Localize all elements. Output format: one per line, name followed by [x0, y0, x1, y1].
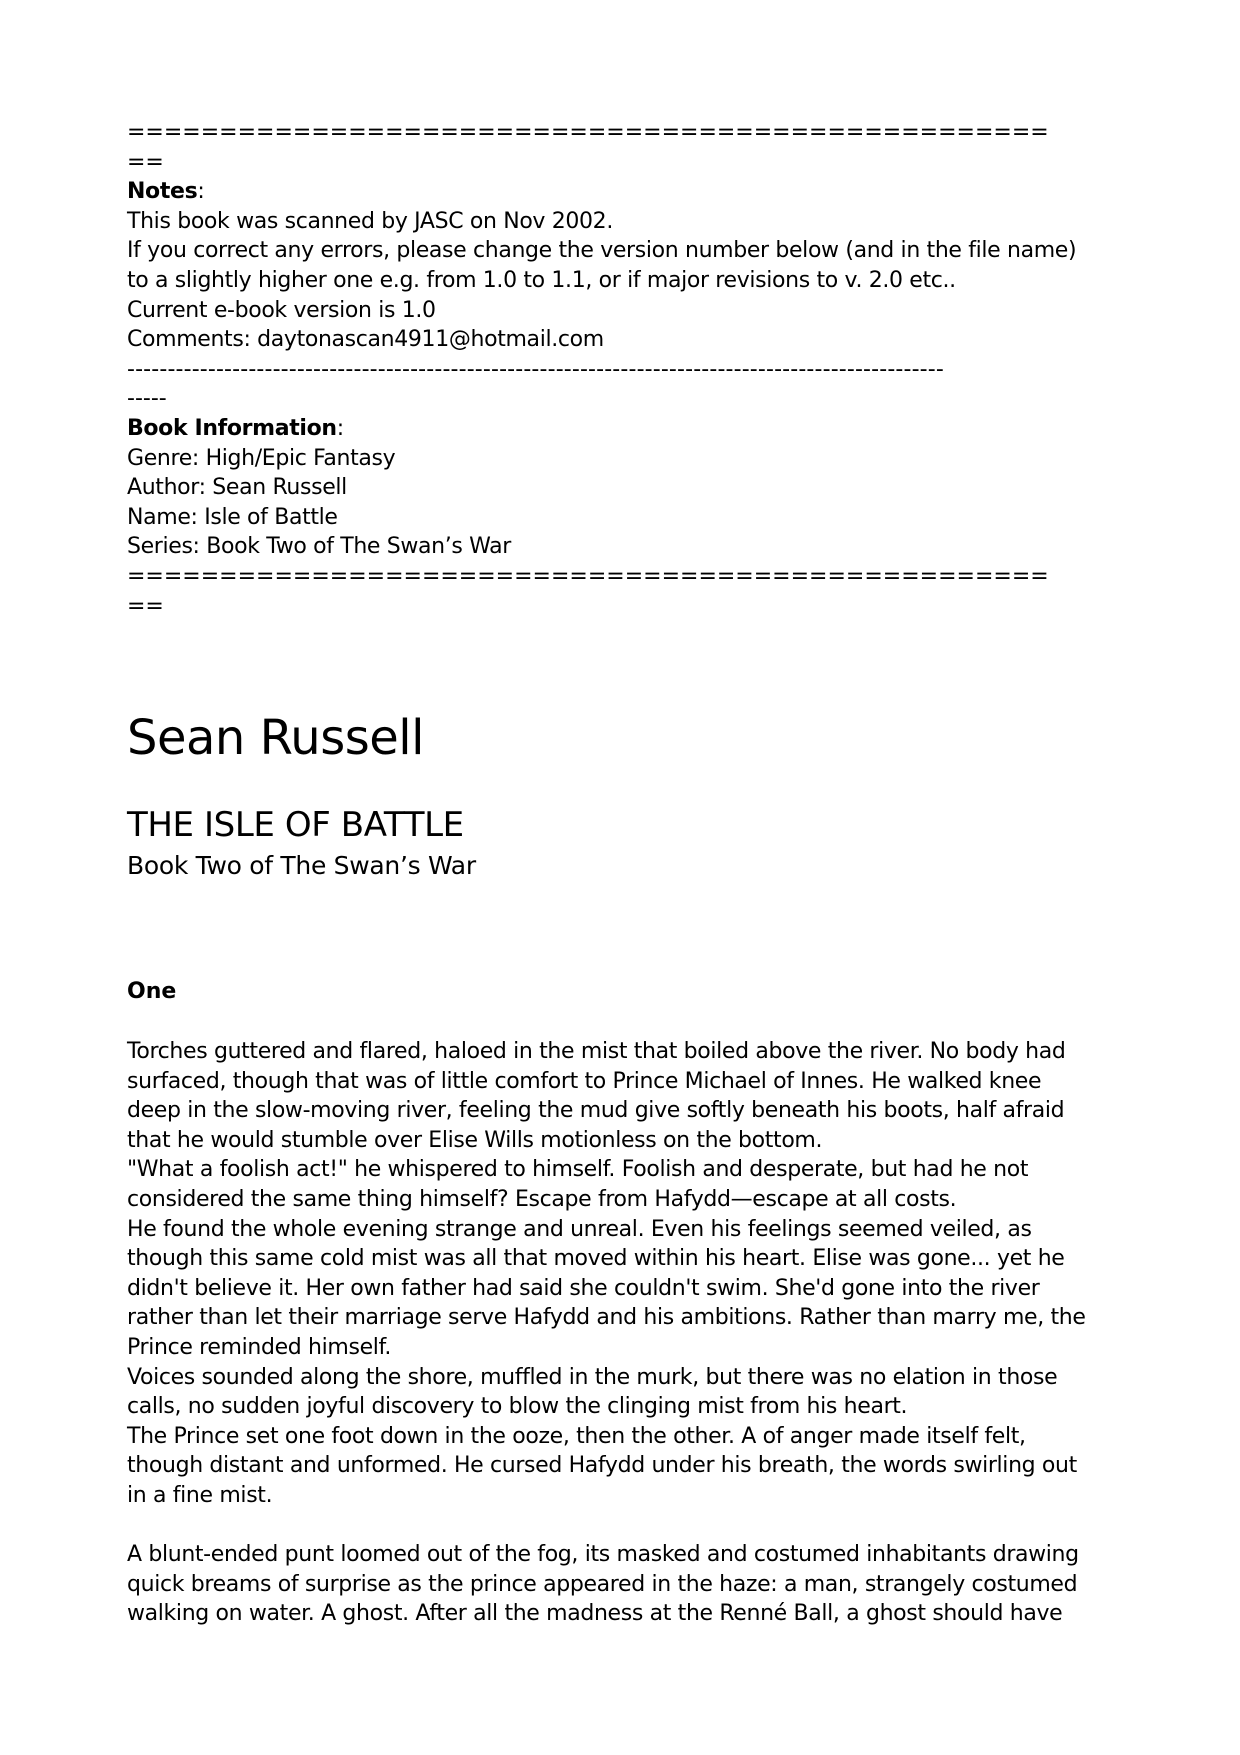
- notes-heading: [127, 177, 1127, 207]
- body-line: considered the same thing himself? Escape from Hafydd—escape at all costs.: [127, 1186, 957, 1212]
- body-line: surfaced, though that was of little comfort to Prince Michael of Innes. He walked knee: [127, 1068, 1042, 1094]
- notes-line: to a slightly higher one e.g. from 1.0 to 1.1, or if major revisions to v. 2.0 etc..: [127, 267, 956, 293]
- body-line: in a fine mist.: [127, 1482, 273, 1508]
- separator-rule-continuation: ==: [127, 149, 164, 175]
- body-line: that he would stumble over Elise Wills motionless on the bottom.: [127, 1127, 823, 1153]
- body-line: didn't believe it. Her own father had said she couldn't swim. She'd gone into the river: [127, 1275, 1040, 1301]
- body-line: walking on water. A ghost. After all the madness at the Renné Ball, a ghost should have: [127, 1601, 1063, 1627]
- body-line: though distant and unformed. He cursed Hafydd under his breath, the words swirling out: [127, 1453, 1077, 1479]
- body-line: Torches guttered and flared, haloed in the mist that boiled above the river. No body had: [127, 1039, 1066, 1064]
- body-line: though this same cold mist was all that moved within his heart. Elise was gone... yet he: [127, 1246, 1065, 1272]
- separator-rule-continuation: ==: [127, 593, 164, 619]
- body-line: He found the whole evening strange and unreal. Even his feelings seemed veiled, as: [127, 1216, 1032, 1242]
- book-info-line: Genre: High/Epic Fantasy: [127, 445, 396, 471]
- book-title: THE ISLE OF BATTLE: [127, 805, 464, 845]
- book-info-colon: :: [336, 415, 344, 441]
- book-subtitle: Book Two of The Swan’s War: [127, 851, 476, 880]
- book-info-line: Author: Sean Russell: [127, 475, 347, 501]
- notes-line: Comments: daytonascan4911@hotmail.com: [127, 327, 604, 353]
- notes-header: [127, 118, 1127, 621]
- dash-rule-continuation: -----: [127, 386, 167, 412]
- notes-line: This book was scanned by JASC on Nov 2002.: [127, 208, 613, 234]
- body-line: Prince reminded himself.: [127, 1334, 391, 1360]
- notes-line: Current e-book version is 1.0: [127, 297, 436, 323]
- chapter-body: [127, 1037, 1127, 1629]
- separator-rule: ==================================================: [127, 563, 1049, 589]
- book-info-label: Book Information: [127, 415, 337, 441]
- body-line: The Prince set one foot down in the ooze, then the other. A of anger made itself felt,: [127, 1423, 1026, 1449]
- body-line: calls, no sudden joyful discovery to blow the clinging mist from his heart.: [127, 1394, 908, 1420]
- book-info-heading: [127, 414, 1127, 444]
- body-line: deep in the slow-moving river, feeling the mud give softly beneath his boots, half afraid: [127, 1098, 1065, 1124]
- notes-line: If you correct any errors, please change the version number below (and in the file name): [127, 238, 1077, 264]
- book-author: Sean Russell: [127, 710, 424, 766]
- notes-label: Notes: [127, 179, 198, 205]
- dash-rule: -----------------------------------------------------------------------------------------------------: [127, 356, 944, 382]
- book-info-line: Name: Isle of Battle: [127, 504, 338, 530]
- paragraph-gap: [127, 1511, 1127, 1541]
- book-info-line: Series: Book Two of The Swan’s War: [127, 534, 511, 560]
- chapter-heading: One: [127, 979, 177, 1004]
- separator-rule: ==================================================: [127, 120, 1049, 145]
- body-line: A blunt-ended punt loomed out of the fog, its masked and costumed inhabitants drawing: [127, 1542, 1079, 1568]
- body-line: "What a foolish act!" he whispered to himself. Foolish and desperate, but had he not: [127, 1157, 1029, 1183]
- notes-colon: :: [197, 179, 205, 205]
- body-line: rather than let their marriage serve Hafydd and his ambitions. Rather than marry me, the: [127, 1305, 1086, 1331]
- body-line: quick breams of surprise as the prince appeared in the haze: a man, strangely costumed: [127, 1571, 1078, 1597]
- body-line: Voices sounded along the shore, muffled in the murk, but there was no elation in those: [127, 1364, 1058, 1390]
